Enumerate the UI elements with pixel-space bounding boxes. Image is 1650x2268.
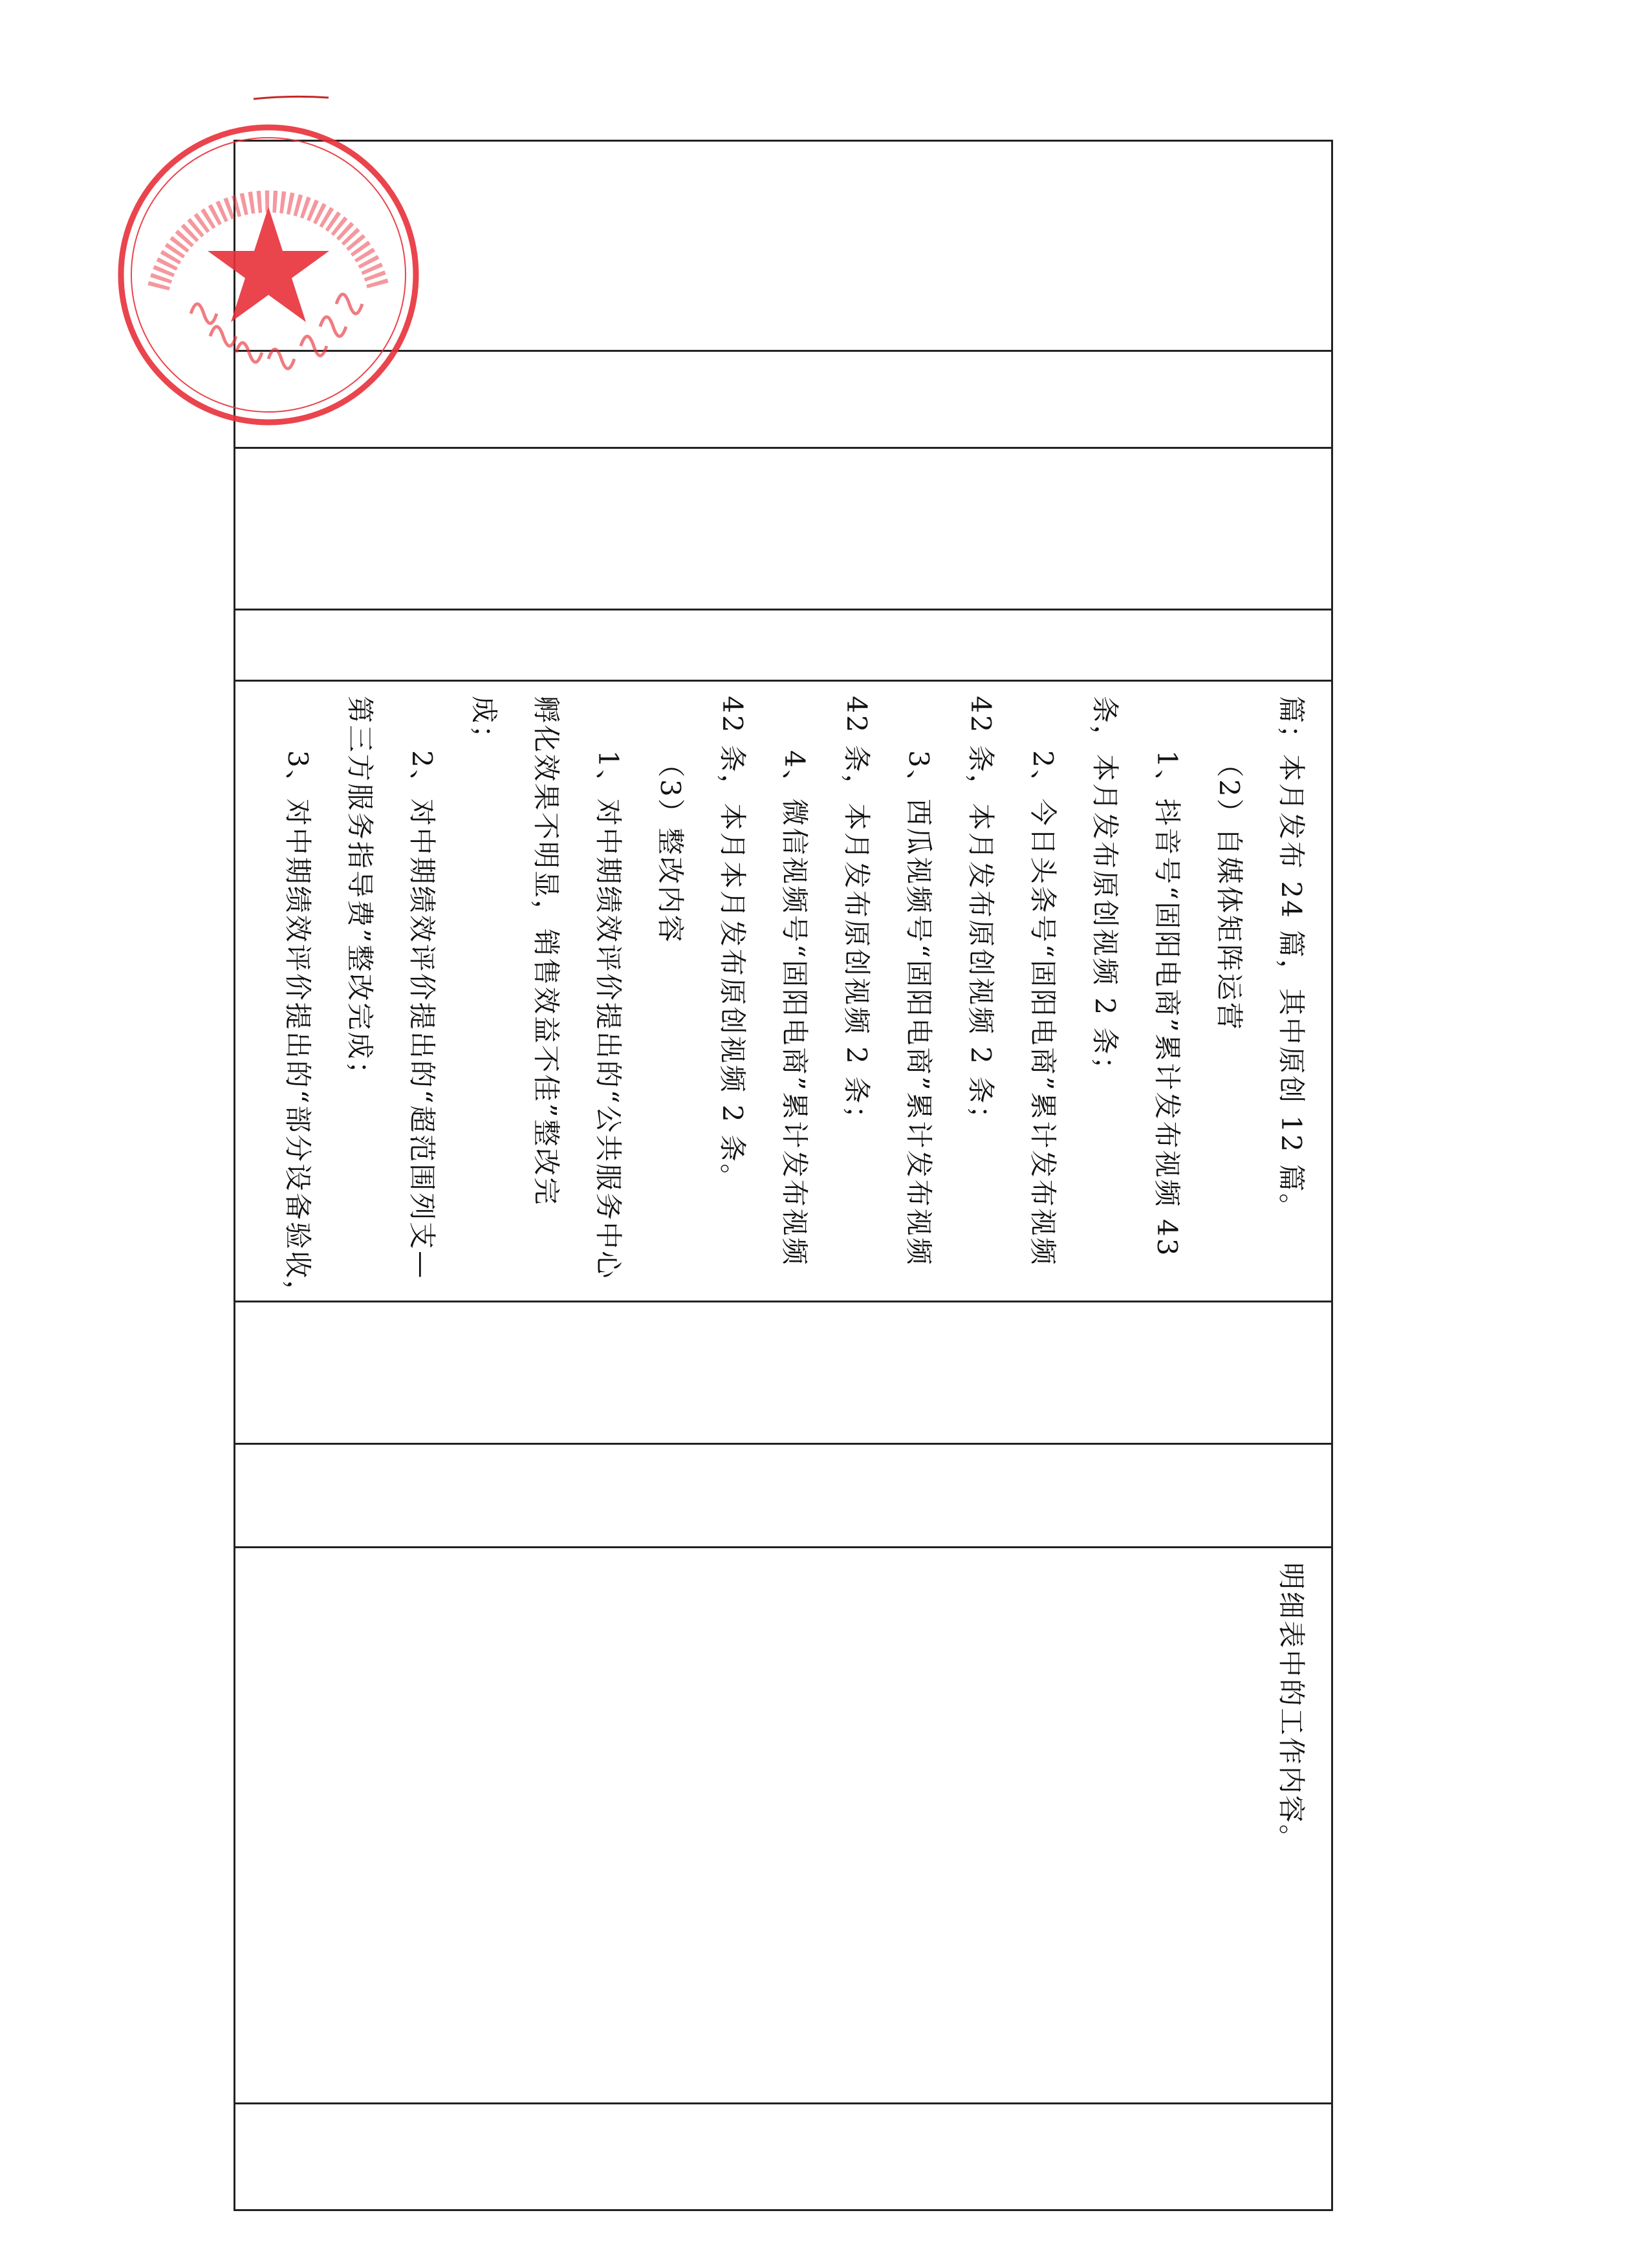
text-line: （3）整改内容 <box>655 750 686 944</box>
table-cell <box>235 681 1332 1310</box>
text-line: 4、微信视频号“固阳电商”累计发布视频 <box>779 750 810 1267</box>
table-cell <box>235 610 1332 681</box>
text-line: 3、西瓜视频号“固阳电商”累计发布视频 <box>903 750 935 1267</box>
official-seal <box>113 120 424 430</box>
table-cell <box>235 448 1332 610</box>
text-line: 42 条，本月发布原创视频 2 条； <box>965 696 997 1135</box>
work-detail-table <box>233 140 1333 2211</box>
text-line: 42 条，本月本月发布原创视频 2 条。 <box>717 696 748 1193</box>
text-line: 成； <box>468 696 500 755</box>
text-line: （2）自媒体矩阵运营 <box>1213 750 1245 1031</box>
text-line: 1、抖音号“固阳电商”累计发布视频 43 <box>1151 750 1183 1258</box>
text-line: 孵化效果不明显，销售效益不佳”整改完 <box>530 696 562 1207</box>
table-cell <box>235 2104 1332 2210</box>
table-row <box>235 141 1332 2210</box>
text-line: 第三方服务指导费”整改完成； <box>344 696 376 1090</box>
pen-mark <box>252 94 330 102</box>
table-cell <box>235 1302 1332 1444</box>
text-line: 2、今日头条号“固阳电商”累计发布视频 <box>1027 750 1059 1267</box>
text-line: 3、对中期绩效评价提出的“部分设备验收， <box>282 750 314 1310</box>
text-line: 2、对中期绩效评价提出的“超范围列支— <box>406 750 438 1280</box>
cell-text-block <box>1260 1548 1331 2102</box>
text-line: 明细表中的工作内容。 <box>1275 1562 1307 1854</box>
cell-text-block <box>266 682 1331 1310</box>
text-line: 1、对中期绩效评价提出的“公共服务中心 <box>592 750 624 1280</box>
star-icon <box>208 207 329 322</box>
table-cell <box>235 1444 1332 1548</box>
text-line: 42 条，本月发布原创视频 2 条； <box>841 696 873 1135</box>
text-line: 条，本月发布原创视频 2 条； <box>1089 696 1121 1086</box>
table-cell <box>235 1548 1332 2104</box>
text-line: 篇；本月发布 24 篇，其中原创 12 篇。 <box>1275 696 1307 1223</box>
rotated-table-wrapper <box>233 140 1333 2209</box>
